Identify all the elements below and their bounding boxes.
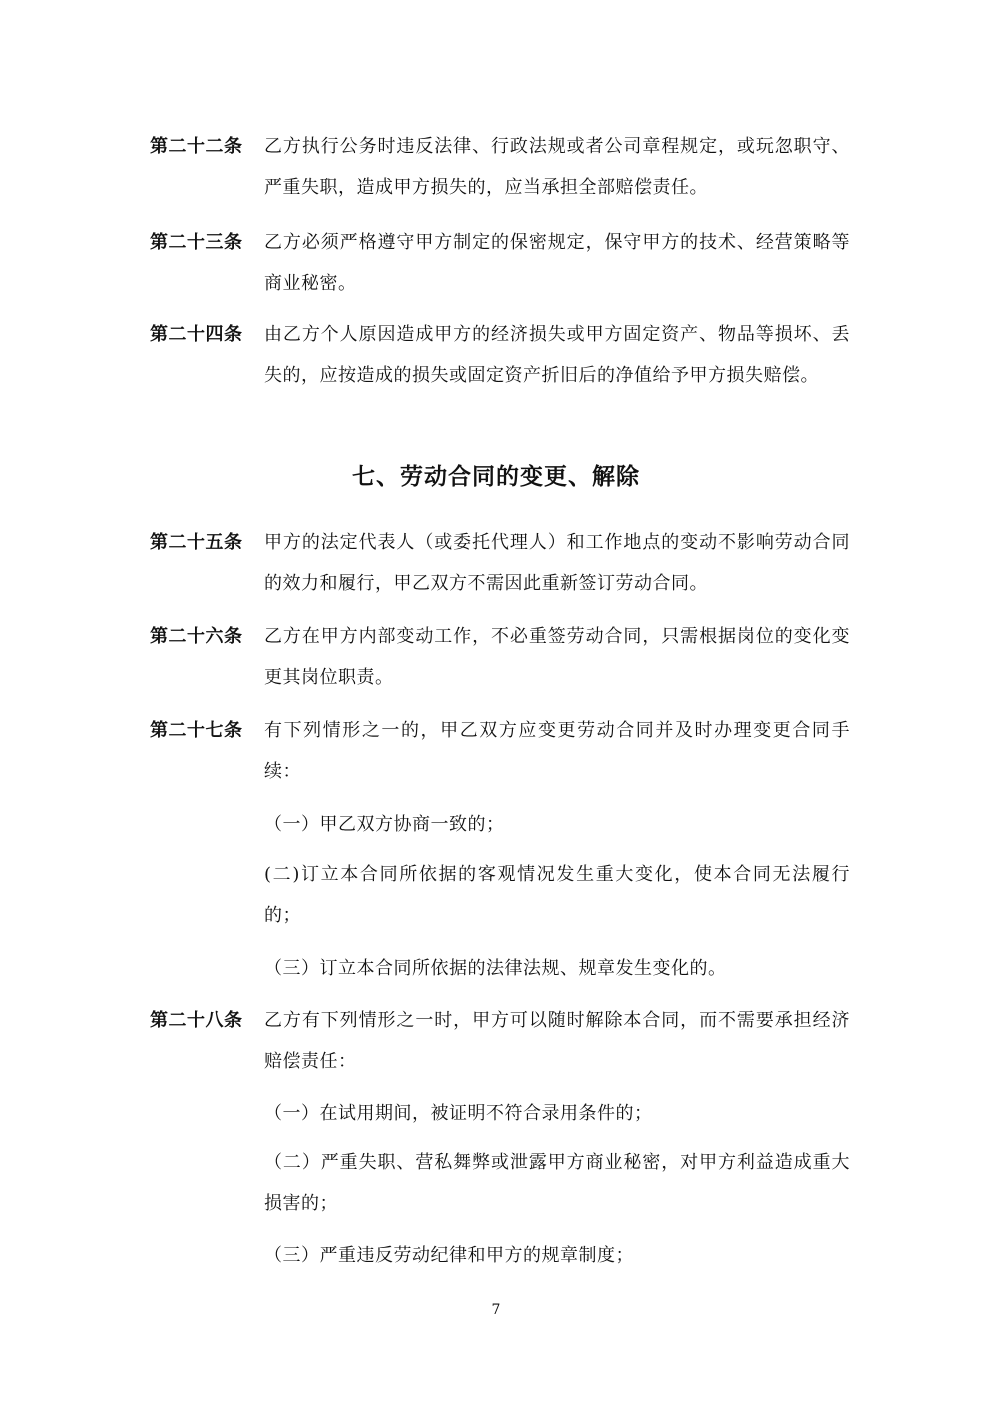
article-label: 第二十四条 <box>150 324 243 345</box>
article-text: 由乙方个人原因造成甲方的经济损失或甲方固定资产、物品等损坏、丢失的，应按造成的损失或固定资产折旧后的净值给予甲方损失赔偿。 <box>264 324 850 386</box>
list-item: （三）订立本合同所依据的法律法规、规章发生变化的。 <box>264 958 727 979</box>
article-text: 有下列情形之一的，甲乙双方应变更劳动合同并及时办理变更合同手续： <box>264 720 850 782</box>
list-item: (二)订立本合同所依据的客观情况发生重大变化，使本合同无法履行的； <box>264 864 850 926</box>
article-label: 第二十七条 <box>150 720 243 741</box>
article-28 <box>150 1000 850 1082</box>
article-text: 乙方在甲方内部变动工作，不必重签劳动合同，只需根据岗位的变化变更其岗位职责。 <box>264 626 850 688</box>
article-27 <box>150 710 850 792</box>
page-number: 7 <box>491 1302 501 1318</box>
section-heading: 七、劳动合同的变更、解除 <box>352 464 640 490</box>
article-25 <box>150 522 850 604</box>
list-item: （三）严重违反劳动纪律和甲方的规章制度； <box>264 1245 634 1266</box>
article-text: 乙方必须严格遵守甲方制定的保密规定，保守甲方的技术、经营策略等商业秘密。 <box>264 232 850 294</box>
article-26 <box>150 616 850 698</box>
article-label: 第二十二条 <box>150 136 243 157</box>
article-label: 第二十五条 <box>150 532 243 553</box>
article-label: 第二十八条 <box>150 1010 243 1031</box>
article-text: 乙方执行公务时违反法律、行政法规或者公司章程规定，或玩忽职守、严重失职，造成甲方损失的，应当承担全部赔偿责任。 <box>264 136 850 198</box>
list-item: （二）严重失职、营私舞弊或泄露甲方商业秘密，对甲方利益造成重大损害的； <box>264 1152 850 1214</box>
article-text: 甲方的法定代表人（或委托代理人）和工作地点的变动不影响劳动合同的效力和履行，甲乙双方不需因此重新签订劳动合同。 <box>264 532 850 594</box>
list-item: （一）甲乙双方协商一致的； <box>264 814 505 835</box>
article-label: 第二十六条 <box>150 626 243 647</box>
article-label: 第二十三条 <box>150 232 243 253</box>
list-item: （一）在试用期间，被证明不符合录用条件的； <box>264 1103 653 1124</box>
article-22 <box>150 126 850 208</box>
article-23 <box>150 222 850 304</box>
article-24 <box>150 314 850 396</box>
article-text: 乙方有下列情形之一时，甲方可以随时解除本合同，而不需要承担经济赔偿责任： <box>264 1010 850 1072</box>
